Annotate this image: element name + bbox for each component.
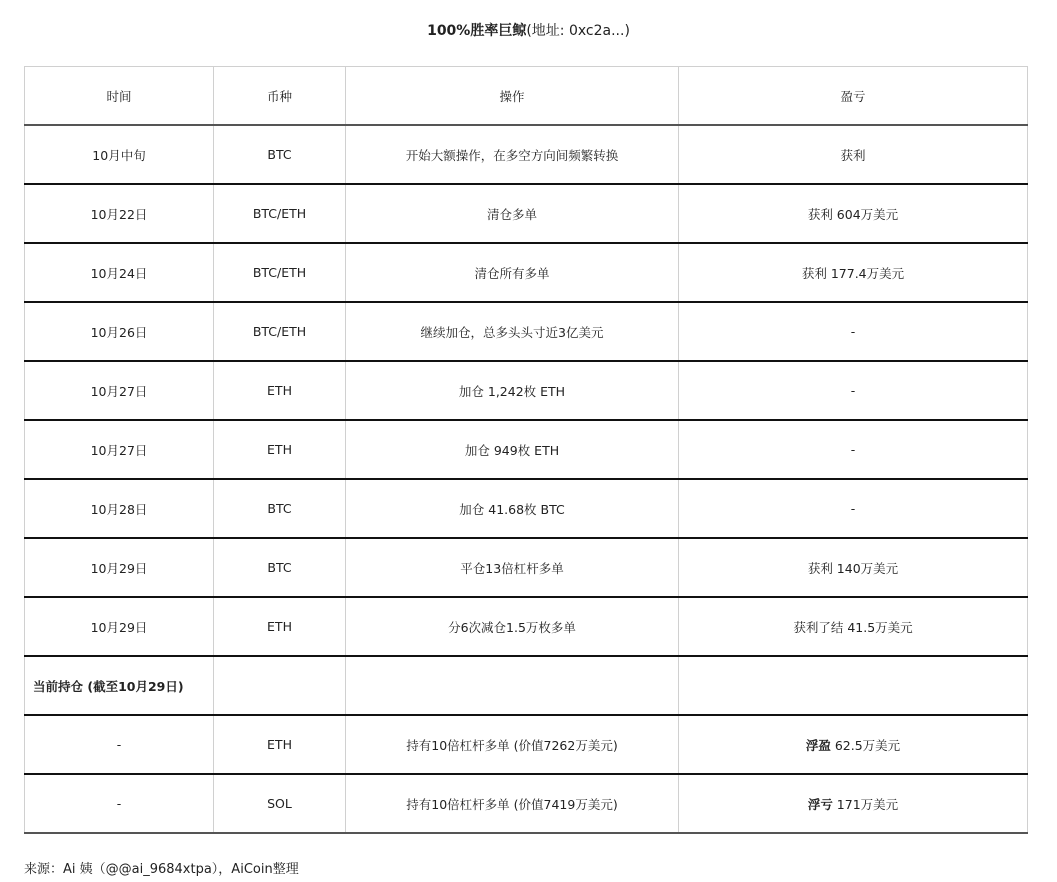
cell-pnl <box>679 774 1028 833</box>
cell-operation: 继续加仓，总多头头寸近3亿美元 <box>346 302 679 361</box>
cell-time: 10月22日 <box>25 184 214 243</box>
empty-cell <box>679 656 1028 715</box>
table-row <box>25 479 1028 538</box>
cell-time: 10月28日 <box>25 479 214 538</box>
pnl-label: 浮盈 <box>805 737 831 753</box>
source-note: 来源：Ai 姨（@@ai_9684xtpa），AiCoin整理 <box>24 862 299 877</box>
table-header <box>25 67 1028 126</box>
table-row <box>25 125 1028 184</box>
cell-time: 10月24日 <box>25 243 214 302</box>
cell-time: - <box>25 715 214 774</box>
table-row <box>25 420 1028 479</box>
table-row <box>25 361 1028 420</box>
cell-coin: BTC/ETH <box>214 184 346 243</box>
cell-pnl: - <box>679 302 1028 361</box>
pnl-label: 浮亏 <box>807 796 833 812</box>
pnl-value: 171万美元 <box>832 796 899 812</box>
table-row <box>25 243 1028 302</box>
cell-coin: ETH <box>214 420 346 479</box>
cell-time: 10月27日 <box>25 420 214 479</box>
title-rest: (地址: 0xc2a...) <box>526 23 630 39</box>
cell-pnl: - <box>679 420 1028 479</box>
header-time: 时间 <box>25 67 214 126</box>
cell-pnl: 获利 <box>679 125 1028 184</box>
cell-time: - <box>25 774 214 833</box>
cell-time: 10月27日 <box>25 361 214 420</box>
cell-operation: 平仓13倍杠杆多单 <box>346 538 679 597</box>
table-row <box>25 538 1028 597</box>
cell-pnl: - <box>679 361 1028 420</box>
empty-cell <box>346 656 679 715</box>
header-pnl: 盈亏 <box>679 67 1028 126</box>
cell-coin: BTC <box>214 125 346 184</box>
cell-coin: ETH <box>214 715 346 774</box>
holding-row <box>25 774 1028 833</box>
cell-operation: 开始大额操作，在多空方向间频繁转换 <box>346 125 679 184</box>
cell-operation: 持有10倍杠杆多单 (价值7262万美元) <box>346 715 679 774</box>
cell-coin: ETH <box>214 361 346 420</box>
empty-cell <box>214 656 346 715</box>
table-row <box>25 302 1028 361</box>
cell-coin: BTC/ETH <box>214 243 346 302</box>
section-label: 当前持仓 (截至10月29日) <box>25 656 214 715</box>
cell-time: 10月29日 <box>25 538 214 597</box>
cell-coin: BTC <box>214 479 346 538</box>
cell-operation: 加仓 1,242枚 ETH <box>346 361 679 420</box>
cell-pnl: 获利了结 41.5万美元 <box>679 597 1028 656</box>
header-operation: 操作 <box>346 67 679 126</box>
holding-row <box>25 715 1028 774</box>
cell-coin: BTC <box>214 538 346 597</box>
title-bold: 100%胜率巨鲸 <box>427 23 527 39</box>
table-row <box>25 597 1028 656</box>
section-row <box>25 656 1028 715</box>
header-coin: 币种 <box>214 67 346 126</box>
cell-time: 10月中旬 <box>25 125 214 184</box>
cell-operation: 清仓所有多单 <box>346 243 679 302</box>
cell-operation: 分6次减仓1.5万枚多单 <box>346 597 679 656</box>
page-title <box>0 20 1057 40</box>
cell-operation: 加仓 41.68枚 BTC <box>346 479 679 538</box>
cell-coin: BTC/ETH <box>214 302 346 361</box>
cell-time: 10月29日 <box>25 597 214 656</box>
cell-pnl: 获利 177.4万美元 <box>679 243 1028 302</box>
cell-time: 10月26日 <box>25 302 214 361</box>
cell-coin: SOL <box>214 774 346 833</box>
cell-pnl <box>679 715 1028 774</box>
cell-operation: 清仓多单 <box>346 184 679 243</box>
pnl-value: 62.5万美元 <box>830 737 901 753</box>
cell-pnl: 获利 604万美元 <box>679 184 1028 243</box>
cell-coin: ETH <box>214 597 346 656</box>
cell-operation: 加仓 949枚 ETH <box>346 420 679 479</box>
cell-pnl: 获利 140万美元 <box>679 538 1028 597</box>
trade-table <box>24 66 1028 834</box>
cell-pnl: - <box>679 479 1028 538</box>
cell-operation: 持有10倍杠杆多单 (价值7419万美元) <box>346 774 679 833</box>
table-row <box>25 184 1028 243</box>
